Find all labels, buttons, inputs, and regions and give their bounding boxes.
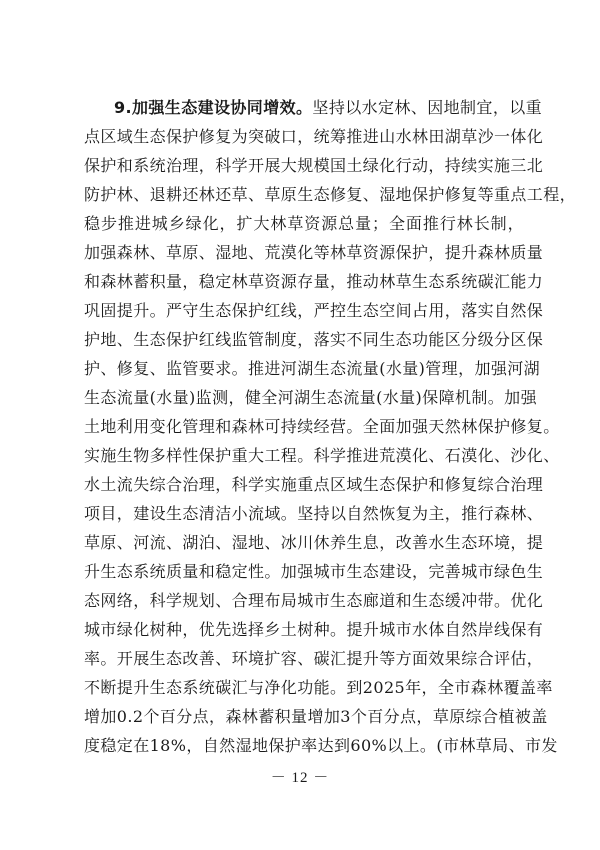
paragraph-line: 防护林、退耕还林还草、草原生态修复、湿地保护修复等重点工程， [84, 185, 577, 204]
paragraph-line: 城市绿化树种，优先选择乡土树种。提升城市水体自然岸线保有 [84, 620, 544, 639]
paragraph-line: 巩固提升。严守生态保护红线，严控生态空间占用，落实自然保 [84, 301, 544, 320]
section-heading: 9.加强生态建设协同增效。 [114, 98, 313, 117]
paragraph-line: 加强森林、草原、湿地、荒漠化等林草资源保护，提升森林质量 [84, 243, 544, 262]
page-number: － 12 － [270, 770, 330, 786]
paragraph-line: 不断提升生态系统碳汇与净化功能。到2025年，全市森林覆盖率 [84, 678, 553, 697]
paragraph-line: 和森林蓄积量，稳定林草资源存量，推动林草生态系统碳汇能力 [84, 272, 544, 291]
paragraph-line: 护、修复、监管要求。推进河湖生态流量(水量)管理，加强河湖 [84, 359, 541, 378]
paragraph-line: 生态流量(水量)监测，健全河湖生态流量(水量)保障机制。加强 [84, 388, 537, 407]
paragraph-line: 升生态系统质量和稳定性。加强城市生态建设，完善城市绿色生 [84, 562, 544, 581]
paragraph-line: 点区域生态保护修复为突破口，统筹推进山水林田湖草沙一体化 [84, 127, 544, 146]
paragraph-line: 率。开展生态改善、环境扩容、碳汇提升等方面效果综合评估， [84, 649, 544, 668]
paragraph-line: 度稳定在18%，自然湿地保护率达到60%以上。(市林草局、市发 [84, 736, 558, 755]
paragraph-line: 实施生物多样性保护重大工程。科学推进荒漠化、石漠化、沙化、 [84, 446, 560, 465]
paragraph-line: 稳步推进城乡绿化，扩大林草资源总量；全面推行林长制， [84, 214, 524, 233]
paragraph-line: 草原、河流、湖泊、湿地、冰川休养生息，改善水生态环境，提 [84, 533, 544, 552]
paragraph-line: 项目，建设生态清洁小流域。坚持以自然恢复为主，推行森林、 [84, 504, 544, 523]
body-text [84, 93, 577, 760]
paragraph-line: 护地、生态保护红线监管制度，落实不同生态功能区分级分区保 [84, 330, 544, 349]
paragraph-line: 增加0.2个百分点，森林蓄积量增加3个百分点，草原综合植被盖 [84, 707, 548, 726]
paragraph-line: 土地利用变化管理和森林可持续经营。全面加强天然林保护修复。 [84, 417, 560, 436]
paragraph-line: 水土流失综合治理，科学实施重点区域生态保护和修复综合治理 [84, 475, 544, 494]
paragraph-line: 态网络，科学规划、合理布局城市生态廊道和生态缓冲带。优化 [84, 591, 544, 610]
paragraph-line [84, 93, 543, 122]
line-text: 坚持以水定林、因地制宜，以重 [312, 98, 543, 117]
paragraph-line: 保护和系统治理，科学开展大规模国土绿化行动，持续实施三北 [84, 156, 544, 175]
